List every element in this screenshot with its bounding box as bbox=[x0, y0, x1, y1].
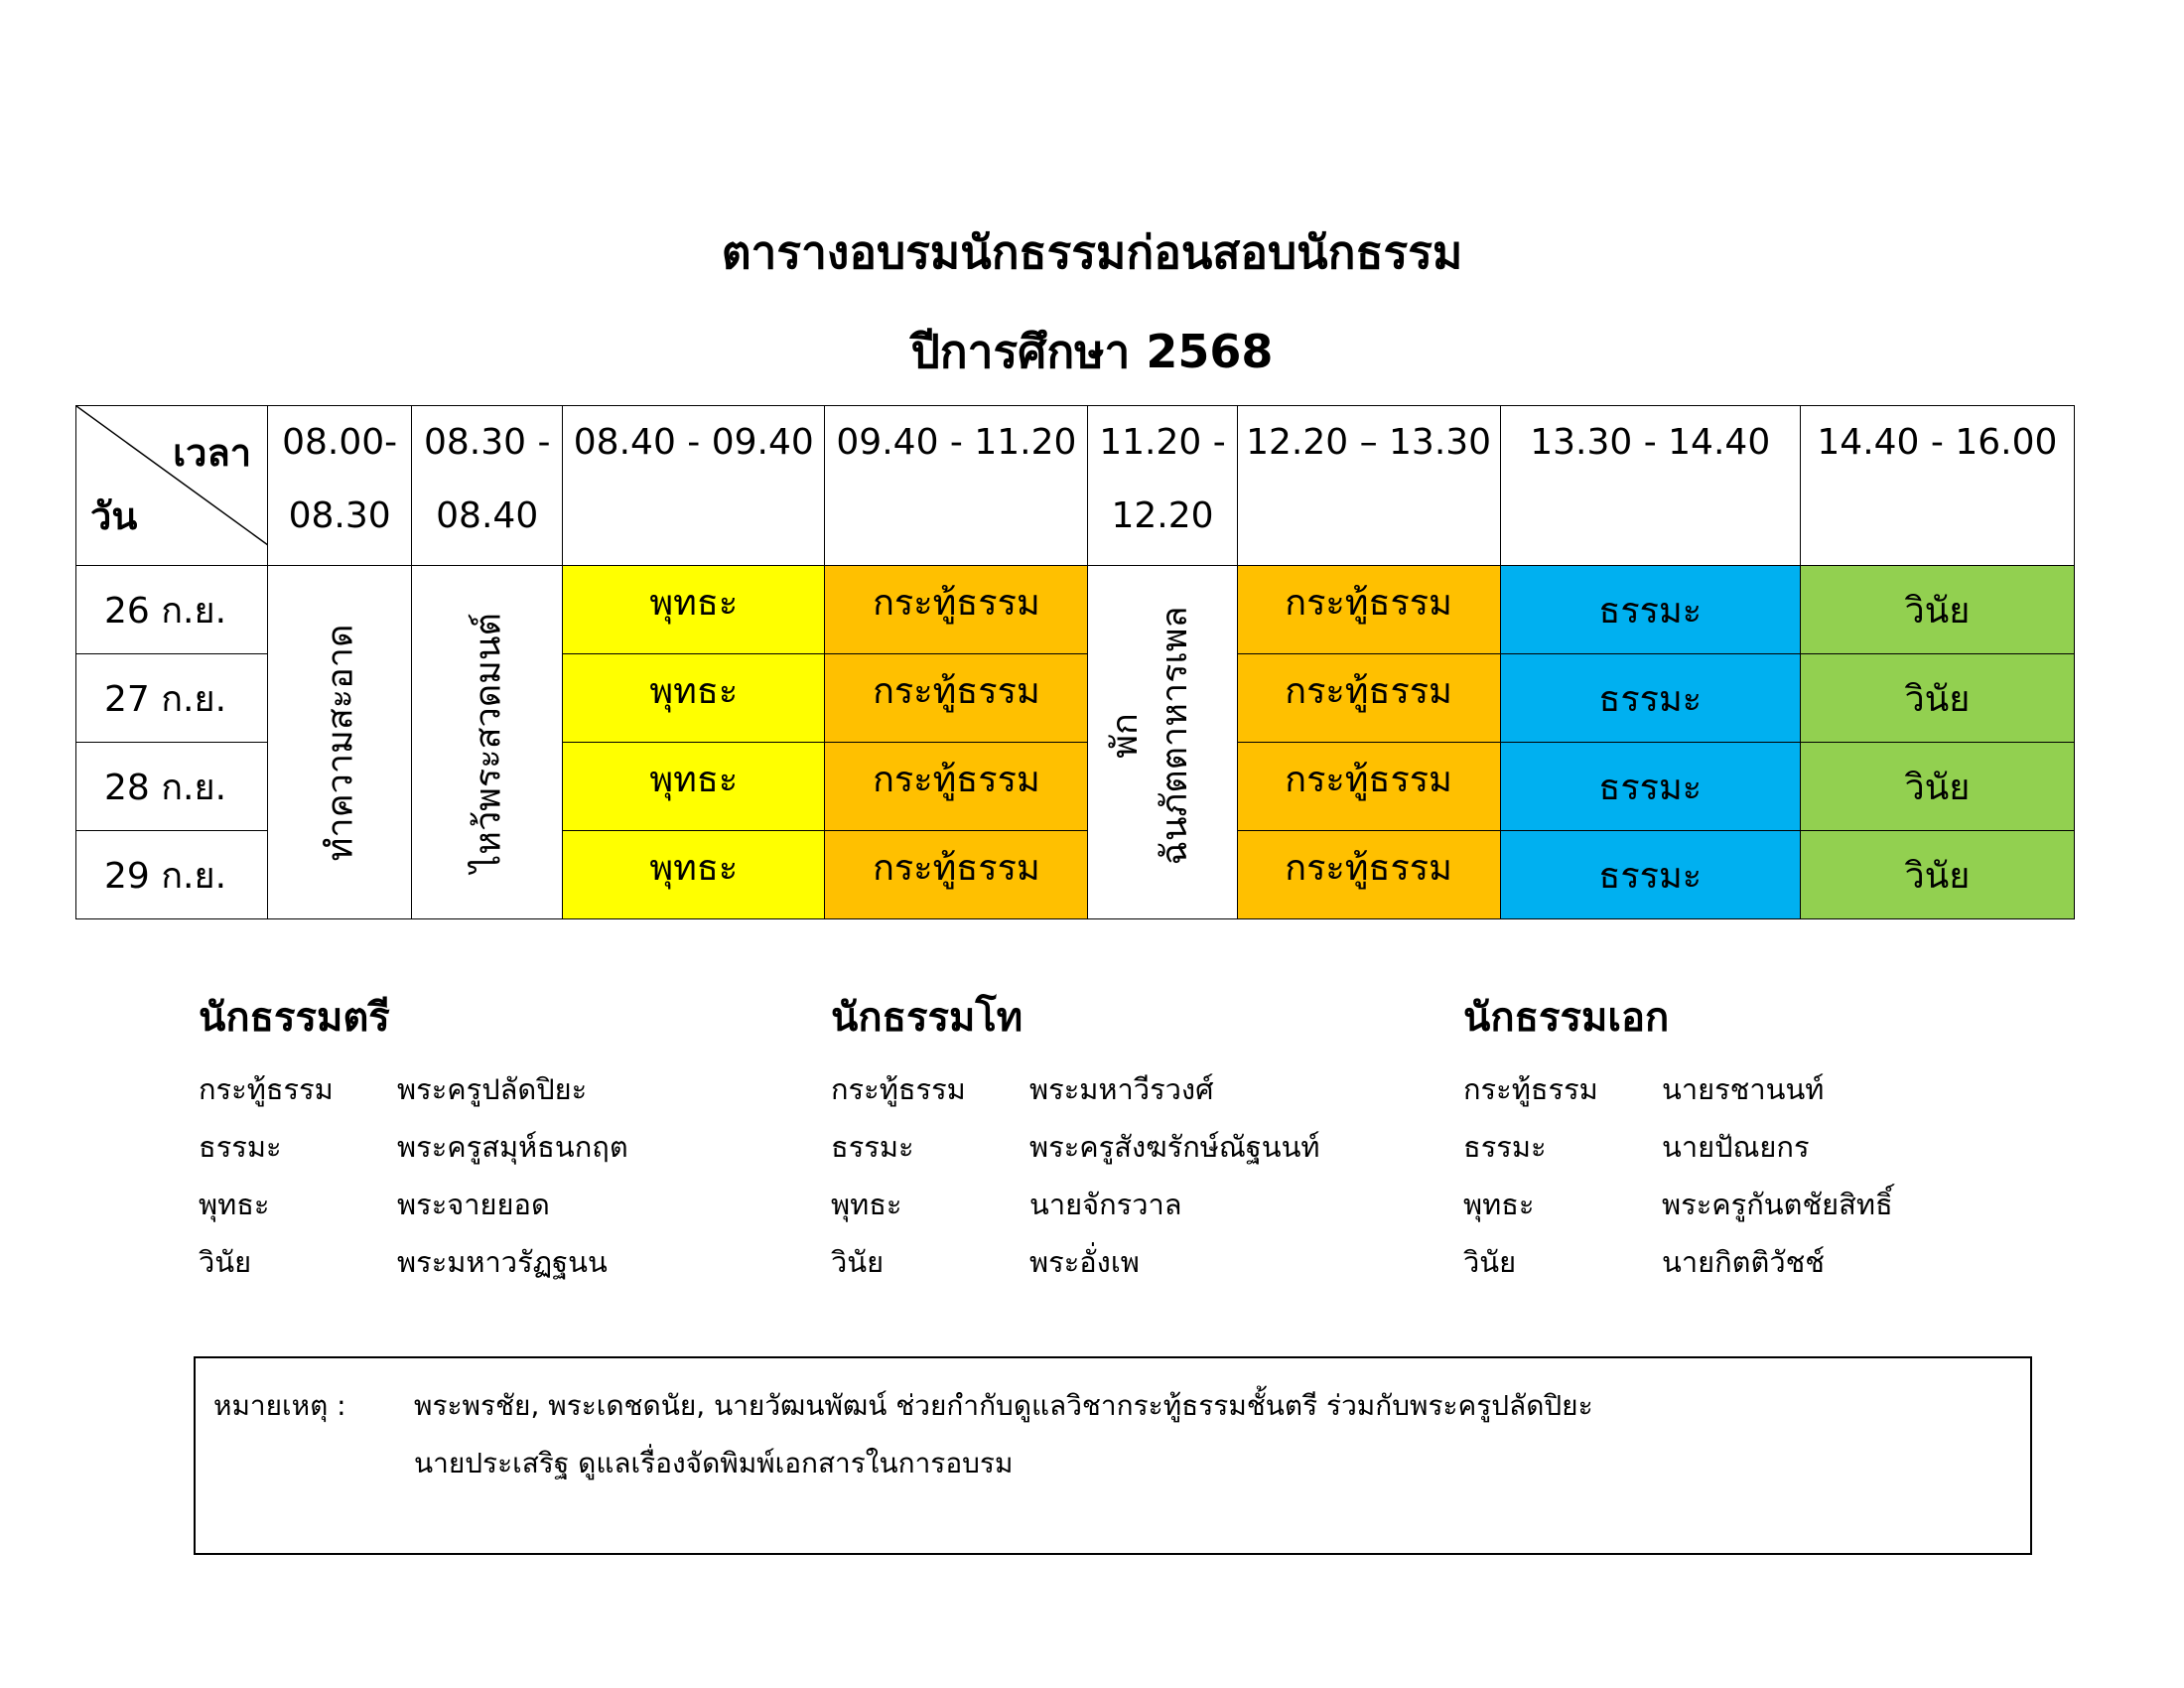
subject-cell: ธรรมะ bbox=[1500, 654, 1800, 743]
subject-cell: ธรรมะ bbox=[1500, 831, 1800, 919]
subject-cell: วินัย bbox=[1800, 654, 2074, 743]
subject-name: ธรรมะ bbox=[1463, 1130, 1547, 1164]
note-label: หมายเหตุ : bbox=[213, 1389, 346, 1422]
subject-name: ธรรมะ bbox=[831, 1130, 914, 1164]
list-item bbox=[1463, 1066, 2039, 1124]
clean-label: ทำความสะอาด bbox=[320, 624, 361, 861]
subject-cell: กระทู้ธรรม bbox=[1237, 831, 1500, 919]
day-cell: 26 ก.ย. bbox=[76, 566, 268, 654]
day-cell: 29 ก.ย. bbox=[76, 831, 268, 919]
list-item bbox=[831, 1182, 1407, 1239]
teacher-list-ek bbox=[1463, 985, 2039, 1297]
teacher-name: พระมหาวีรวงศ์ bbox=[1029, 1072, 1214, 1106]
time-header: 08.30 - 08.40 bbox=[412, 406, 563, 566]
subject-cell: พุทธะ bbox=[563, 566, 825, 654]
teacher-list-tho bbox=[831, 985, 1407, 1297]
subject-name: กระทู้ธรรม bbox=[1463, 1072, 1598, 1106]
header-row bbox=[76, 406, 2075, 566]
list-item bbox=[1463, 1182, 2039, 1239]
day-label: วัน bbox=[90, 494, 138, 538]
note-line: พระพรชัย, พระเดชดนัย, นายวัฒนพัฒน์ ช่วยกำกับดูแลวิชากระทู้ธรรมชั้นตรี ร่วมกับพระครูปลัดปิยะ bbox=[414, 1389, 1593, 1422]
subject-name: วินัย bbox=[1463, 1245, 1517, 1279]
list-item bbox=[199, 1066, 774, 1124]
subject-cell: กระทู้ธรรม bbox=[1237, 654, 1500, 743]
time-header: 08.40 - 09.40 bbox=[563, 406, 825, 566]
subject-cell: ธรรมะ bbox=[1500, 566, 1800, 654]
list-item bbox=[1463, 1239, 2039, 1297]
list-item bbox=[199, 1124, 774, 1182]
list-item bbox=[199, 1182, 774, 1239]
time-label: เวลา bbox=[173, 431, 252, 475]
subject-cell: กระทู้ธรรม bbox=[825, 566, 1088, 654]
teacher-name: พระมหาวรัฏฐนน bbox=[397, 1245, 608, 1279]
time-header: 14.40 - 16.00 bbox=[1800, 406, 2074, 566]
teacher-name: พระครูปลัดปิยะ bbox=[397, 1072, 588, 1106]
corner-cell bbox=[76, 406, 268, 566]
time-header: 13.30 - 14.40 bbox=[1500, 406, 1800, 566]
list-item bbox=[831, 1066, 1407, 1124]
subject-cell: วินัย bbox=[1800, 831, 2074, 919]
subject-name: กระทู้ธรรม bbox=[831, 1072, 966, 1106]
teacher-list-heading: นักธรรมเอก bbox=[1463, 995, 1670, 1041]
teacher-name: พระครูสมุห์ธนกฤต bbox=[397, 1130, 628, 1164]
schedule-table bbox=[75, 405, 2075, 919]
day-cell: 27 ก.ย. bbox=[76, 654, 268, 743]
teacher-name: นายกิตติวัชช์ bbox=[1662, 1245, 1825, 1279]
pray-cell bbox=[412, 566, 563, 919]
teacher-list-heading: นักธรรมตรี bbox=[199, 995, 390, 1041]
subject-cell: กระทู้ธรรม bbox=[1237, 566, 1500, 654]
note-line: นายประเสริฐ ดูแลเรื่องจัดพิมพ์เอกสารในการอบรม bbox=[414, 1447, 1014, 1479]
time-header: 11.20 - 12.20 bbox=[1088, 406, 1237, 566]
subject-cell: พุทธะ bbox=[563, 743, 825, 831]
subject-cell: พุทธะ bbox=[563, 831, 825, 919]
break-label-bottom: ฉันภัตตาหารเพล bbox=[1155, 606, 1196, 866]
day-cell: 28 ก.ย. bbox=[76, 743, 268, 831]
subject-cell: พุทธะ bbox=[563, 654, 825, 743]
time-header: 08.00- 08.30 bbox=[268, 406, 412, 566]
subject-cell: ธรรมะ bbox=[1500, 743, 1800, 831]
subject-cell: กระทู้ธรรม bbox=[1237, 743, 1500, 831]
list-item bbox=[831, 1124, 1407, 1182]
list-item bbox=[199, 1239, 774, 1297]
teacher-name: พระครูสังฆรักษ์ณัฐนนท์ bbox=[1029, 1130, 1320, 1164]
table-row bbox=[76, 566, 2075, 654]
subject-cell: วินัย bbox=[1800, 566, 2074, 654]
subject-name: วินัย bbox=[199, 1245, 252, 1279]
subject-name: ธรรมะ bbox=[199, 1130, 282, 1164]
teacher-list-tri bbox=[199, 985, 774, 1297]
teacher-name: พระจายยอด bbox=[397, 1188, 550, 1221]
teacher-list-heading: นักธรรมโท bbox=[831, 995, 1024, 1041]
teacher-name: นายปัณยกร bbox=[1662, 1130, 1810, 1164]
time-header: 09.40 - 11.20 bbox=[825, 406, 1088, 566]
list-item bbox=[831, 1239, 1407, 1297]
subject-cell: กระทู้ธรรม bbox=[825, 743, 1088, 831]
subject-name: พุทธะ bbox=[1463, 1188, 1535, 1221]
clean-cell bbox=[268, 566, 412, 919]
teacher-name: นายรชานนท์ bbox=[1662, 1072, 1825, 1106]
page-subtitle: ปีการศึกษา 2568 bbox=[910, 325, 1274, 378]
teacher-name: พระครูกันตชัยสิทธิ์ bbox=[1662, 1188, 1893, 1221]
time-header: 12.20 – 13.30 bbox=[1237, 406, 1500, 566]
teacher-name: นายจักรวาล bbox=[1029, 1188, 1182, 1221]
subject-name: กระทู้ธรรม bbox=[199, 1072, 334, 1106]
break-label bbox=[1101, 606, 1200, 865]
subject-cell: วินัย bbox=[1800, 743, 2074, 831]
subject-cell: กระทู้ธรรม bbox=[825, 831, 1088, 919]
subject-name: พุทธะ bbox=[199, 1188, 270, 1221]
break-label-top: พัก bbox=[1105, 713, 1147, 759]
pray-label: ไหว้พระสวดมนต์ bbox=[468, 612, 509, 873]
subject-cell: กระทู้ธรรม bbox=[825, 654, 1088, 743]
list-item bbox=[1463, 1124, 2039, 1182]
note-box bbox=[194, 1356, 2032, 1555]
subject-name: วินัย bbox=[831, 1245, 885, 1279]
subject-name: พุทธะ bbox=[831, 1188, 902, 1221]
teacher-name: พระอั่งเพ bbox=[1029, 1245, 1140, 1279]
page-title: ตารางอบรมนักธรรมก่อนสอบนักธรรม bbox=[721, 225, 1463, 279]
lunch-break-cell bbox=[1088, 566, 1237, 919]
